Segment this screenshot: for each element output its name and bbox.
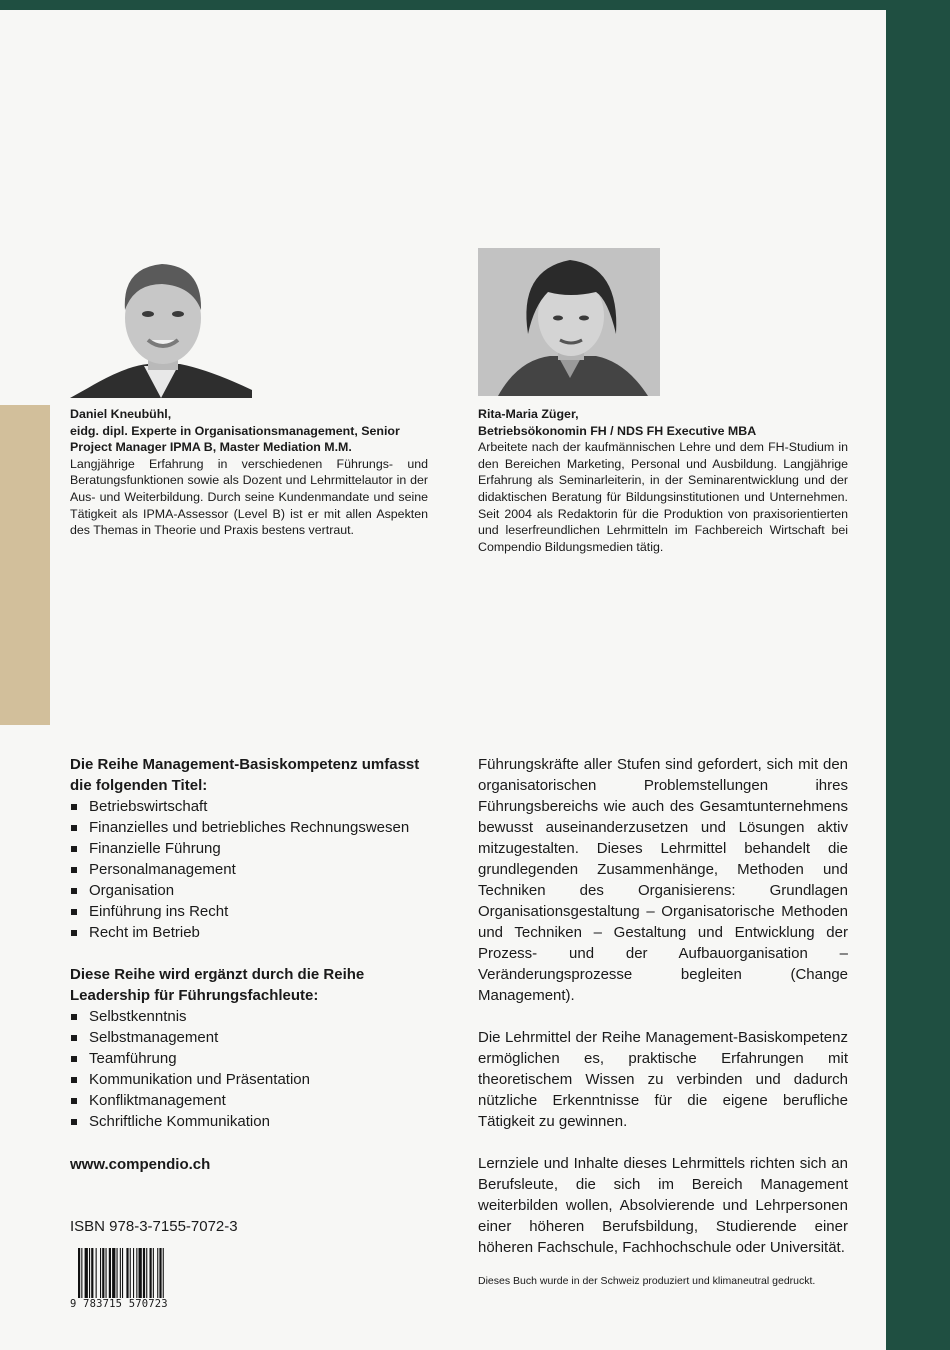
series-extra-list bbox=[70, 964, 440, 1132]
list-item: Personalmanagement bbox=[70, 859, 440, 880]
list-item: Teamführung bbox=[70, 1048, 440, 1069]
author-name: Daniel Kneubühl, bbox=[70, 407, 172, 421]
blurb-paragraph: Lernziele und Inhalte dieses Lehrmittels richten sich an Berufsleute, die sich im Bereich Management weiterbilden wollen, Absolvierende und Lehrpersonen einer höheren Berufsbildung, Studierende einer höheren Fachschule, Fachhochschule oder Universität. bbox=[478, 1155, 848, 1256]
website-link[interactable]: www.compendio.ch bbox=[70, 1156, 211, 1173]
list-item: Finanzielles und betriebliches Rechnungswesen bbox=[70, 817, 440, 838]
description-blurb bbox=[478, 754, 848, 1279]
list-item: Einführung ins Recht bbox=[70, 901, 440, 922]
list-item: Finanzielle Führung bbox=[70, 838, 440, 859]
list-item: Selbstkenntnis bbox=[70, 1006, 440, 1027]
author-photo-kneubuehl bbox=[70, 248, 252, 398]
list-item: Schriftliche Kommunikation bbox=[70, 1111, 440, 1132]
series-extra-heading: Diese Reihe wird ergänzt durch die Reihe Leadership für Führungsfachleute: bbox=[70, 966, 365, 1004]
author-bio-zueger bbox=[478, 406, 848, 555]
barcode-digits: 9 783715 570723 bbox=[70, 1298, 168, 1310]
list-item: Recht im Betrieb bbox=[70, 922, 440, 943]
cover-right-edge bbox=[886, 10, 950, 1350]
tan-color-band bbox=[0, 405, 50, 725]
blurb-paragraph: Führungskräfte aller Stufen sind gefordert, sich mit den organisatorischen Problemstellungen ihres Führungsbereichs wie auch des Gesamtunternehmens bewusst auseinanderzusetzen und Lösungen aktiv mitzugestalten. Dieses Lehrmittel behandelt die grundlegenden Zusammenhänge, Methoden und Techniken des Organisierens: Grundlagen Organisationsgestaltung – Organisatorische Methoden und Techniken – Gestaltung und Entwicklung der Prozess- und der Aufbauorganisation – Veränderungsprozesse begleiten (Change Management). bbox=[478, 756, 848, 1004]
list-item: Organisation bbox=[70, 880, 440, 901]
list-item: Selbstmanagement bbox=[70, 1027, 440, 1048]
author-photo-zueger bbox=[478, 248, 660, 396]
author-bio-kneubuehl bbox=[70, 406, 428, 539]
cover-top-edge bbox=[0, 0, 950, 10]
author-bio-text: Langjährige Erfahrung in verschiedenen Führungs- und Beratungsfunktionen sowie als Dozent und Lehrmittelautor in der Aus- und Weiterbildung. Durch seine Kundenmandate und seine Tätigkeit als IPMA-Assessor (Level B) ist er mit allen Aspekten des Themas in Theorie und Praxis bestens vertraut. bbox=[70, 456, 428, 538]
author-title: Betriebsökonomin FH / NDS FH Executive MBA bbox=[478, 423, 757, 438]
author-name: Rita-Maria Züger, bbox=[478, 407, 579, 421]
production-footnote: Dieses Buch wurde in der Schweiz produziert und klimaneutral gedruckt. bbox=[478, 1275, 816, 1287]
series-main-heading: Die Reihe Management-Basiskompetenz umfasst die folgenden Titel: bbox=[70, 756, 420, 794]
series-main-list bbox=[70, 754, 440, 943]
author-bio-text: Arbeitete nach der kaufmännischen Lehre und dem FH-Studium in den Bereichen Marketing, Personal und Ausbildung. Langjährige Erfahrung als Seminarleiterin, in der Seminarentwicklung und der didaktischen Beratung für Bildungsinstitutionen und Unternehmen. Seit 2004 als Redaktorin für die Produktion von praxisorientierten und leserfreundlichen Lehrmitteln im Fachbereich Wirtschaft bei Compendio Bildungsmedien tätig. bbox=[478, 440, 848, 554]
list-item: Konfliktmanagement bbox=[70, 1090, 440, 1111]
isbn-text: ISBN 978-3-7155-7072-3 bbox=[70, 1218, 238, 1235]
list-item: Kommunikation und Präsentation bbox=[70, 1069, 440, 1090]
author-title: eidg. dipl. Experte in Organisationsmanagement, Senior Project Manager IPMA B, Master Mediation M.M. bbox=[70, 423, 400, 455]
blurb-paragraph: Die Lehrmittel der Reihe Management-Basiskompetenz ermöglichen es, praktische Erfahrungen mit theoretischem Wissen zu verbinden und dadurch nützliche Erkenntnisse für die eigene berufliche Tätigkeit zu gewinnen. bbox=[478, 1029, 848, 1130]
list-item: Betriebswirtschaft bbox=[70, 796, 440, 817]
